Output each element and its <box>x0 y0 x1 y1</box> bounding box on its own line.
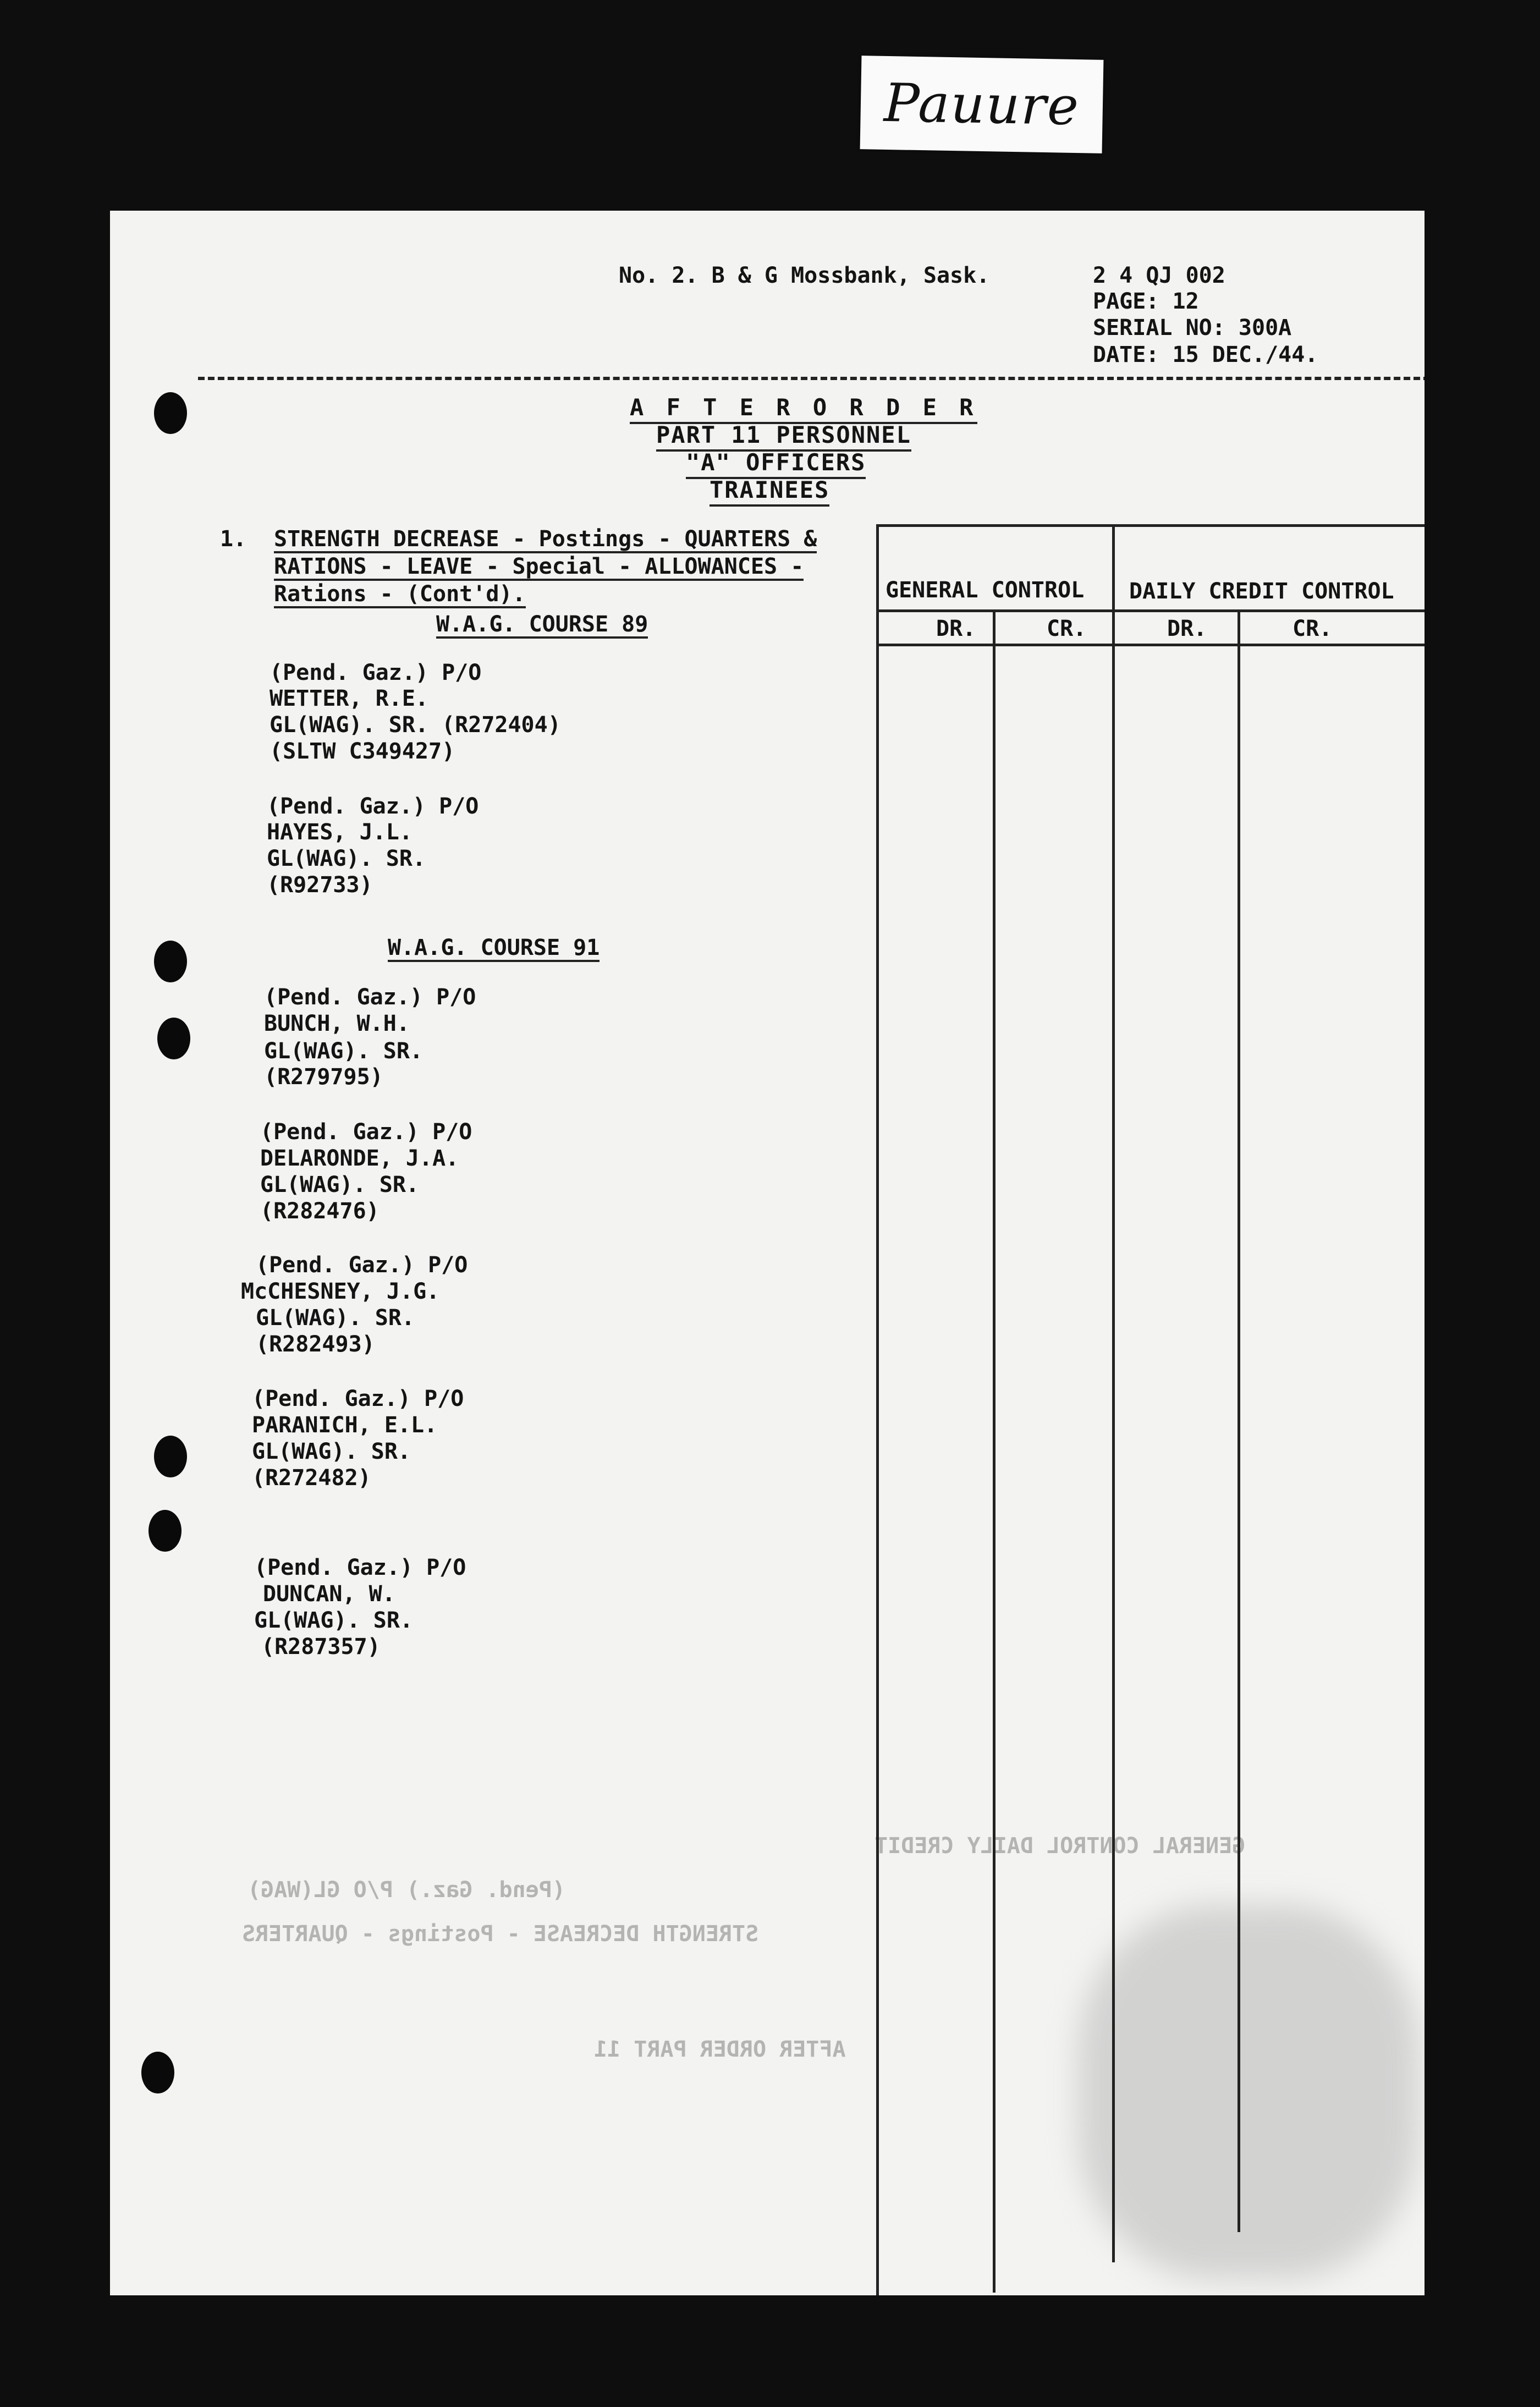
entry-name: DUNCAN, W. <box>263 1581 395 1607</box>
document-code: 2 4 QJ 002 <box>1093 263 1225 288</box>
course-heading: W.A.G. COURSE 91 <box>388 937 600 962</box>
daily-credit-control-header: DAILY CREDIT CONTROL <box>1129 579 1394 604</box>
entry-name: DELARONDE, J.A. <box>260 1146 459 1171</box>
entry-branch: GL(WAG). SR. <box>252 1439 411 1464</box>
page-number: PAGE: 12 <box>1093 289 1199 314</box>
punch-hole <box>148 1510 182 1552</box>
section-heading-line-2: RATIONS - LEAVE - Special - ALLOWANCES - <box>274 556 804 581</box>
entry-status: (Pend. Gaz.) P/O <box>267 794 479 819</box>
punch-hole <box>154 1436 187 1477</box>
section-number: 1. <box>220 526 247 552</box>
entry-name: PARANICH, E.L. <box>252 1413 438 1438</box>
show-through-text: (Pend. Gaz.) P/O GL(WAG) <box>248 1877 565 1903</box>
unit-name: No. 2. B & G Mossbank, Sask. <box>619 263 990 288</box>
entry-status: (Pend. Gaz.) P/O <box>254 1555 466 1580</box>
general-control-header: GENERAL CONTROL <box>886 578 1085 603</box>
table-header-rule <box>876 609 1425 612</box>
entry-service-number: (R92733) <box>267 872 373 898</box>
entry-branch: GL(WAG). SR. <box>260 1172 419 1197</box>
entry-name: HAYES, J.L. <box>267 820 413 845</box>
entry-service-number: (R287357) <box>261 1634 381 1659</box>
entry-status: (Pend. Gaz.) P/O <box>260 1119 472 1145</box>
entry-service-number: (R282493) <box>256 1332 375 1357</box>
entry-branch: GL(WAG). SR. <box>254 1608 413 1633</box>
course-heading: W.A.G. COURSE 89 <box>436 613 648 639</box>
daily-dr-header: DR. <box>1167 616 1207 641</box>
punch-hole <box>157 1018 190 1059</box>
table-subheader-rule <box>876 644 1425 646</box>
entry-service-number: (SLTW C349427) <box>270 739 455 764</box>
table-column-divider <box>1238 609 1240 2232</box>
entry-name: McCHESNEY, J.G. <box>241 1279 440 1304</box>
entry-status: (Pend. Gaz.) P/O <box>256 1252 468 1278</box>
entry-service-number: (R272482) <box>252 1465 371 1491</box>
trainees-title: TRAINEES <box>710 476 829 507</box>
section-heading-line-1: STRENGTH DECREASE - Postings - QUARTERS & <box>274 528 817 553</box>
entry-status: (Pend. Gaz.) P/O <box>270 660 482 685</box>
stain-area <box>1078 1905 1419 2279</box>
part-title: PART 11 PERSONNEL <box>656 421 911 452</box>
punch-hole <box>141 2052 174 2093</box>
entry-name: WETTER, R.E. <box>270 686 428 711</box>
entry-name: BUNCH, W.H. <box>264 1011 410 1036</box>
punch-hole <box>154 392 187 434</box>
document-page <box>110 211 1425 2295</box>
show-through-text: STRENGTH DECREASE - Postings - QUARTERS <box>242 1921 759 1947</box>
general-dr-header: DR. <box>936 616 976 641</box>
entry-service-number: (R279795) <box>264 1064 383 1090</box>
order-title: A F T E R O R D E R <box>630 394 977 424</box>
officers-title: "A" OFFICERS <box>686 449 866 479</box>
daily-cr-header: CR. <box>1292 616 1333 641</box>
serial-number: SERIAL NO: 300A <box>1093 315 1292 340</box>
table-column-divider <box>876 524 879 2295</box>
entry-branch: GL(WAG). SR. <box>264 1038 423 1064</box>
general-cr-header: CR. <box>1047 616 1087 641</box>
entry-branch: GL(WAG). SR. (R272404) <box>270 712 561 738</box>
entry-service-number: (R282476) <box>260 1199 380 1224</box>
document-date: DATE: 15 DEC./44. <box>1093 342 1318 367</box>
table-column-divider <box>993 609 996 2293</box>
show-through-text: AFTER ORDER PART 11 <box>594 2037 846 2062</box>
entry-status: (Pend. Gaz.) P/O <box>264 985 476 1010</box>
table-top-rule <box>876 524 1425 527</box>
header-divider <box>198 377 1425 380</box>
table-column-divider <box>1112 524 1115 2262</box>
section-heading-line-3: Rations - (Cont'd). <box>274 583 526 608</box>
entry-branch: GL(WAG). SR. <box>256 1305 415 1331</box>
punch-hole <box>154 941 187 982</box>
archive-tag-label: Pauure <box>860 56 1104 153</box>
entry-branch: GL(WAG). SR. <box>267 846 426 871</box>
entry-status: (Pend. Gaz.) P/O <box>252 1386 464 1411</box>
show-through-text: GENERAL CONTROL DAILY CREDIT <box>875 1833 1246 1859</box>
